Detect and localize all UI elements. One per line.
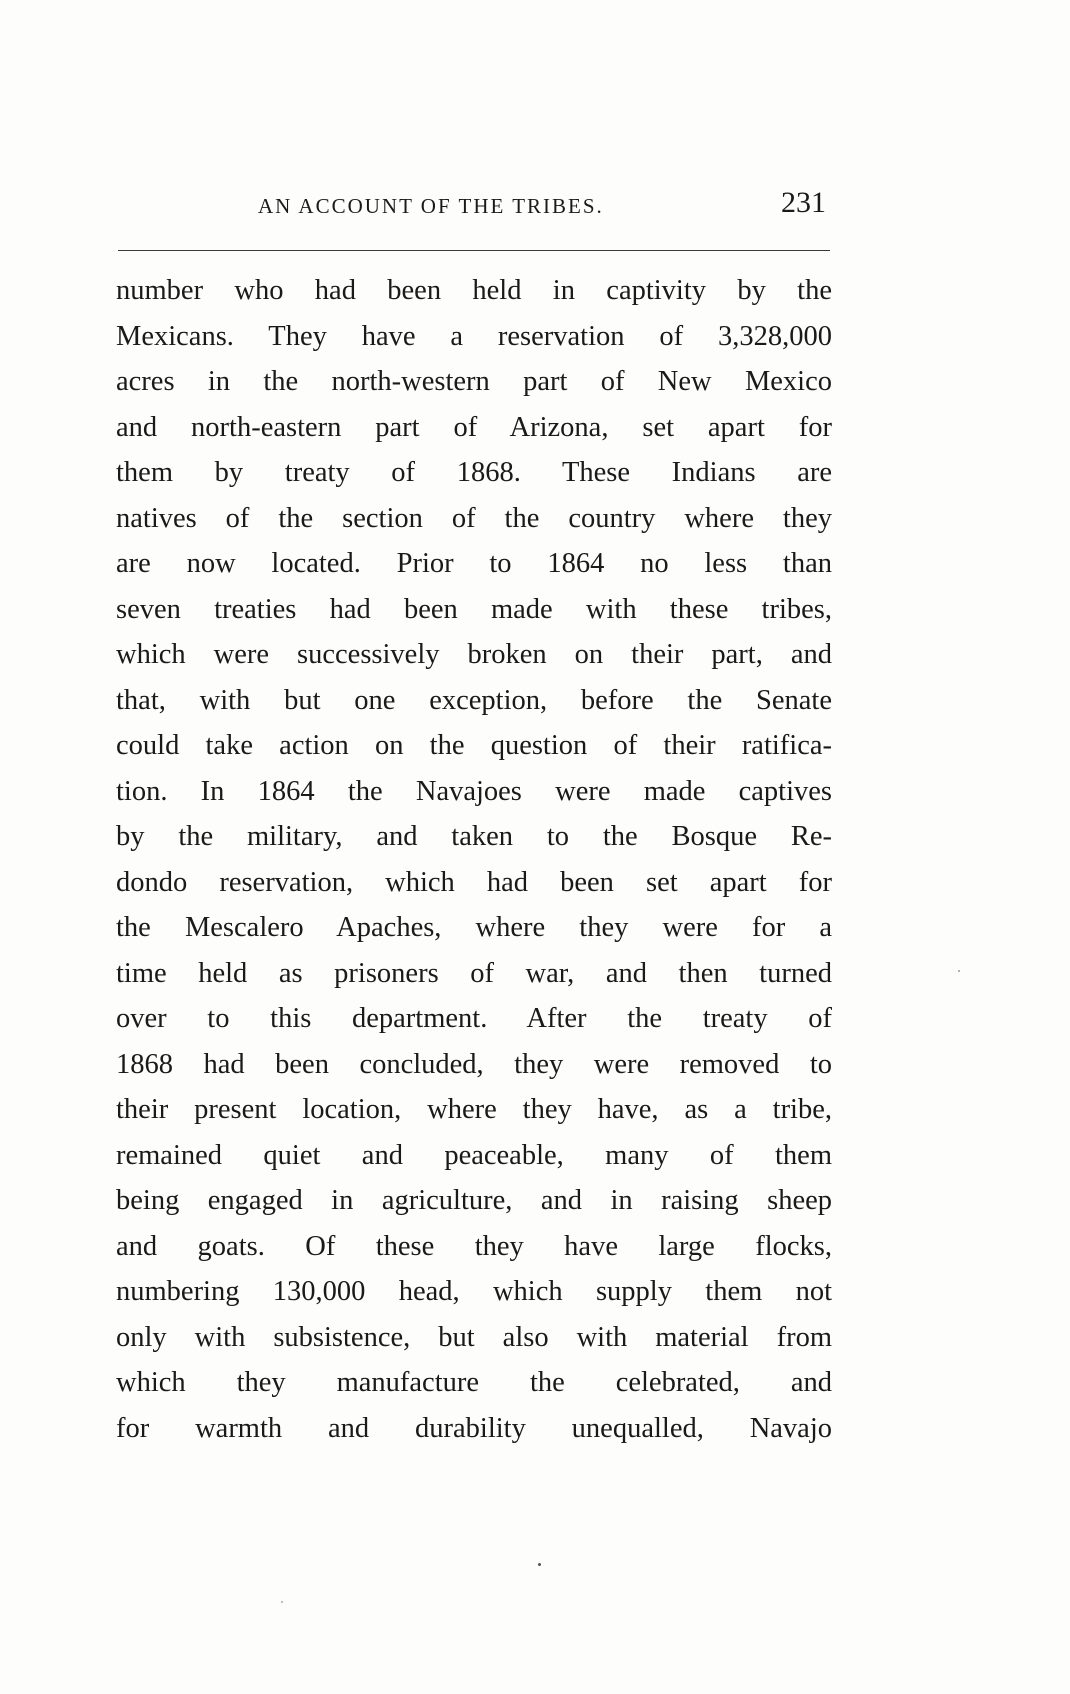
- text-line: number who had been held in captivity by the: [116, 275, 832, 306]
- text-line: seven treaties had been made with these tribes,: [116, 593, 832, 625]
- text-line: time held as prisoners of war, and then turned: [116, 957, 832, 989]
- running-title: AN ACCOUNT OF THE TRIBES.: [258, 194, 604, 218]
- print-speck: [958, 970, 960, 972]
- text-line: only with subsistence, but also with material from: [116, 1321, 832, 1353]
- text-line: acres in the north-western part of New Mexico: [116, 366, 832, 397]
- text-line: 1868 had been concluded, they were removed to: [116, 1048, 832, 1080]
- page-number: 231: [781, 186, 826, 219]
- print-speck: [538, 1563, 541, 1566]
- text-line: by the military, and taken to the Bosque Re-: [116, 821, 832, 852]
- text-line: the Mescalero Apaches, where they were for a: [116, 912, 832, 943]
- text-line: natives of the section of the country where they: [116, 502, 832, 534]
- text-line: Mexicans. They have a reservation of 3,328,000: [116, 320, 832, 352]
- text-line: them by treaty of 1868. These Indians are: [116, 457, 832, 488]
- text-line: numbering 130,000 head, which supply them not: [116, 1276, 832, 1307]
- text-line: being engaged in agriculture, and in raising sheep: [116, 1185, 832, 1216]
- text-line: tion. In 1864 the Navajoes were made captives: [116, 775, 832, 807]
- text-line: dondo reservation, which had been set apart for: [116, 866, 832, 898]
- header-rule: [118, 250, 830, 251]
- text-line: which they manufacture the celebrated, and: [116, 1367, 832, 1398]
- text-line: could take action on the question of their ratifica-: [116, 730, 832, 761]
- text-line: are now located. Prior to 1864 no less than: [116, 548, 832, 579]
- text-line: over to this department. After the treaty of: [116, 1003, 832, 1034]
- print-speck: [281, 1601, 283, 1603]
- page-header: [118, 188, 830, 228]
- text-line: and north-eastern part of Arizona, set apart for: [116, 411, 832, 443]
- text-line: for warmth and durability unequalled, Navajo: [116, 1412, 832, 1444]
- text-line: remained quiet and peaceable, many of them: [116, 1139, 832, 1171]
- body-text: [116, 268, 832, 1451]
- text-line: and goats. Of these they have large flocks,: [116, 1230, 832, 1262]
- text-line: their present location, where they have, as a tribe,: [116, 1094, 832, 1125]
- text-line: that, with but one exception, before the Senate: [116, 684, 832, 716]
- text-line: which were successively broken on their part, and: [116, 639, 832, 670]
